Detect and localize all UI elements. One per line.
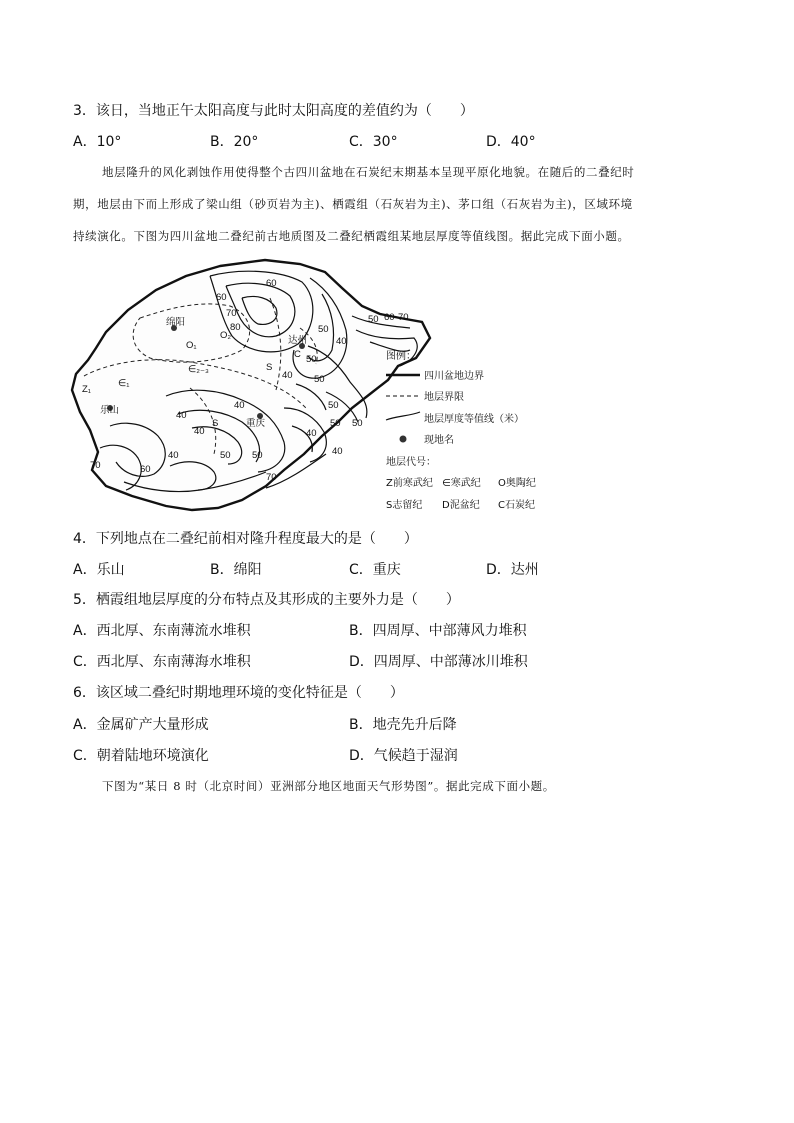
- city-label-mianyang: 绵阳: [166, 317, 186, 328]
- intro-line-1: 地层隆升的风化剥蚀作用使得整个古四川盆地在石炭纪末期基本呈现平原化地貌。在随后的二叠纪时: [102, 165, 635, 179]
- intro-line-2: 期，地层由下而上形成了梁山组（砂页岩为主)、栖霞组（石灰岩为主)、茅口组（石灰岩为主)，区域环境: [73, 197, 633, 211]
- contour-value: 50: [318, 324, 329, 335]
- q3-option-b: B．20°: [210, 134, 259, 150]
- question-4-stem: 4．下列地点在二叠纪前相对隆升程度最大的是（ ）: [73, 531, 418, 547]
- contour-value: 40: [332, 446, 343, 457]
- q5-option-c: C．西北厚、东南薄海水堆积: [73, 654, 251, 670]
- outro-text: 下图为“某日 8 时（北京时间）亚洲部分地区地面天气形势图”。据此完成下面小题。: [102, 779, 555, 793]
- contour-value: 70: [90, 460, 101, 471]
- q4-option-d: D．达州: [486, 562, 539, 578]
- contour-value: 50: [220, 450, 231, 461]
- q3-option-d: D．40°: [486, 134, 536, 150]
- question-6-stem: 6．该区域二叠纪时期地理环境的变化特征是（ ）: [73, 685, 404, 701]
- question-3-stem: 3．该日，当地正午太阳高度与此时太阳高度的差值约为（ ）: [73, 103, 474, 119]
- contour-value: 60: [266, 278, 277, 289]
- legend-item-contour: 地层厚度等值线（米）: [424, 414, 524, 425]
- legend-codes-title: 地层代号：: [386, 457, 436, 468]
- contour-value: 50: [368, 314, 379, 325]
- contour-value: 40: [336, 336, 347, 347]
- contour-value: 50: [314, 374, 325, 385]
- strata-mark: S: [266, 362, 273, 373]
- q4-option-a: A．乐山: [73, 562, 125, 578]
- contour-value: 50: [352, 418, 363, 429]
- contour-value: 70: [266, 472, 277, 483]
- contour-value: 40: [168, 450, 179, 461]
- contour-value: 50: [252, 450, 263, 461]
- q6-option-c: C．朝着陆地环境演化: [73, 748, 209, 764]
- city-label-chongqing: 重庆: [246, 418, 266, 429]
- contour-value: 40: [234, 400, 245, 411]
- strata-mark: C: [294, 349, 301, 360]
- q3-option-a: A．10°: [73, 134, 122, 150]
- contour-value: 80: [230, 322, 241, 333]
- q6-option-d: D．气候趋于湿润: [349, 748, 458, 764]
- intro-line-3: 持续演化。下图为四川盆地二叠纪前古地质图及二叠纪栖霞组某地层厚度等值线图。据此完成下面小题。: [73, 229, 630, 243]
- legend-item-city: 现地名: [424, 435, 454, 446]
- strata-mark: ∈₂₋₃: [188, 364, 209, 375]
- contour-value: 50: [330, 418, 341, 429]
- legend-code: ∈寒武纪: [442, 478, 481, 489]
- contour-value: 40: [282, 370, 293, 381]
- strata-mark: Z₁: [82, 384, 92, 395]
- contour-value: 60: [384, 312, 395, 323]
- strata-mark: O₂: [220, 330, 232, 341]
- geologic-map-figure: [70, 258, 552, 516]
- contour-value: 40: [194, 426, 205, 437]
- legend-code: O奥陶纪: [498, 478, 536, 489]
- legend-code: S志留纪: [386, 500, 423, 511]
- contour-value: 70: [398, 312, 409, 323]
- map-legend: [386, 349, 536, 511]
- strata-mark: O₁: [186, 340, 197, 351]
- contour-value: 60: [140, 464, 151, 475]
- q4-option-c: C．重庆: [349, 562, 401, 578]
- q5-option-a: A．西北厚、东南薄流水堆积: [73, 623, 251, 639]
- q5-option-b: B．四周厚、中部薄风力堆积: [349, 623, 527, 639]
- contour-value: 50: [328, 400, 339, 411]
- strata-mark: S: [212, 418, 219, 429]
- q6-option-b: B．地壳先升后降: [349, 717, 457, 733]
- contour-value: 60: [216, 292, 227, 303]
- contour-value: 70: [226, 308, 237, 319]
- contour-value: 50: [306, 354, 317, 365]
- contour-value: 40: [176, 410, 187, 421]
- city-label-dazhou: 达州: [288, 335, 308, 346]
- legend-title: 图例：: [386, 351, 416, 362]
- city-label-leshan: 乐山: [100, 405, 120, 416]
- legend-item-strata-line: 地层界限: [424, 392, 464, 403]
- legend-code: Z前寒武纪: [386, 478, 433, 489]
- question-5-stem: 5．栖霞组地层厚度的分布特点及其形成的主要外力是（ ）: [73, 592, 460, 608]
- q6-option-a: A．金属矿产大量形成: [73, 717, 209, 733]
- legend-item-boundary: 四川盆地边界: [424, 371, 484, 382]
- legend-code: D泥盆纪: [442, 500, 480, 511]
- q4-option-b: B．绵阳: [210, 562, 262, 578]
- q5-option-d: D．四周厚、中部薄冰川堆积: [349, 654, 528, 670]
- q3-option-c: C．30°: [349, 134, 398, 150]
- strata-mark: ∈₁: [118, 378, 130, 389]
- contour-value: 40: [306, 428, 317, 439]
- legend-code: C石炭纪: [498, 500, 535, 511]
